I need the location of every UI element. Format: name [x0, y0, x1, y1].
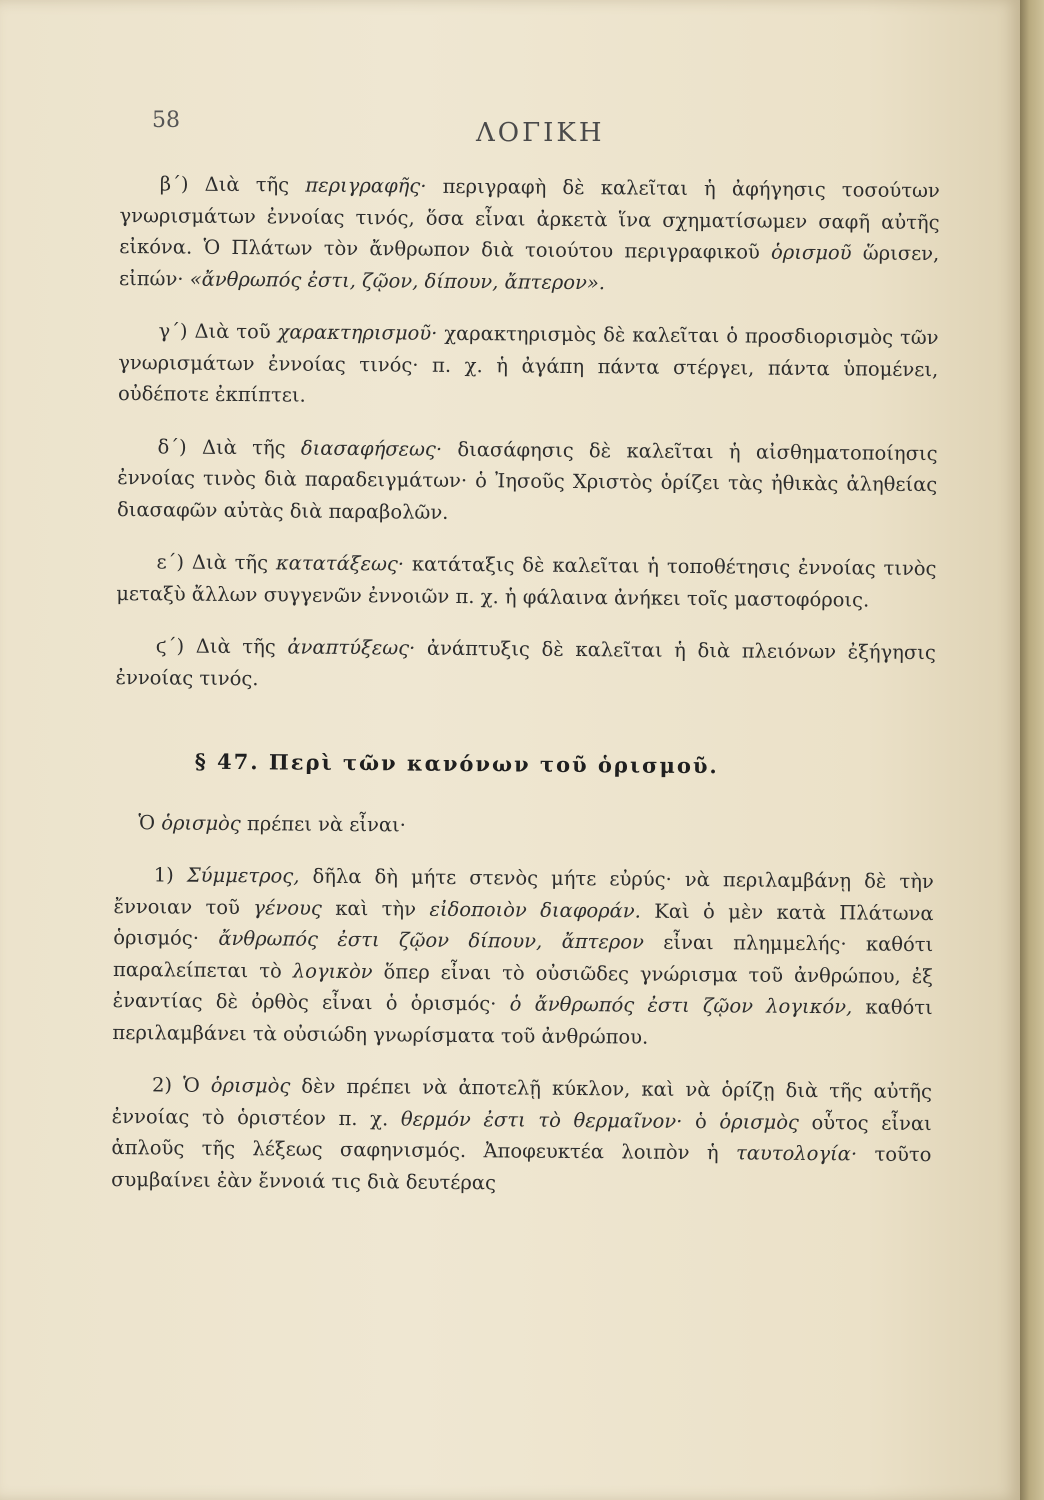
item-label: ϛ΄): [155, 634, 185, 658]
paragraph-gamma: γ΄) Διὰ τοῦ χαρακτηρισμοῦ· χαρακτηρισμὸς δὲ καλεῖται ὁ προσδιορισμὸς τῶν γνωρισμάτων ἐννοίας τινός· π. χ. ἡ ἀγάπη πάντα στέργει, πάντα ὑπομένει, οὐδέποτε ἐκπίπτει.: [117, 319, 939, 407]
item-label: β΄): [159, 172, 189, 196]
paragraph-stigma: ϛ΄) Διὰ τῆς ἀναπτύξεως· ἀνάπτυξις δὲ καλεῖται ἡ διὰ πλειόνων ἐξήγησις ἐννοίας τινός.: [115, 634, 936, 690]
running-title: ΛΟΓΙΚΗ: [476, 118, 605, 148]
item-label: γ΄): [158, 319, 188, 343]
paragraph-delta: δ΄) Διὰ τῆς διασαφήσεως· διασάφησις δὲ καλεῖται ἡ αἰσθηματοποίησις ἐννοίας τινὸς διὰ παραδειγμάτων· ὁ Ἰησοῦς Χριστὸς ὁρίζει τὰς ἠθικὰς ἀληθείας διασαφῶν αὐτὰς διὰ παραβολῶν.: [116, 434, 938, 524]
defined-term: διασαφήσεως·: [300, 436, 443, 461]
defined-term: ἀναπτύξεως·: [287, 635, 416, 660]
page-body: [111, 168, 940, 1223]
rule-label: 1): [153, 863, 174, 887]
paragraph-beta: β΄) Διὰ τῆς περιγραφῆς· περιγραφὴ δὲ καλεῖται ἡ ἀφήγησις τοσούτων γνωρισμάτων ἐννοίας τινός, ὅσα εἶναι ἀρκετὰ ἵνα σχηματίσωμεν σαφῆ αὐτῆς εἰκόνα. Ὁ Πλάτων τὸν ἄνθρωπον διὰ τοιούτου περιγραφικοῦ ὁρισμοῦ ὥρισεν, εἰπών· «ἄνθρωπός ἐστι, ζῷον, δίπουν, ἄπτερον».: [118, 172, 940, 294]
page-number: 58: [152, 108, 180, 133]
defined-term: περιγραφῆς·: [305, 173, 427, 198]
rules-intro: Ὁ ὁρισμὸς πρέπει νὰ εἶναι·: [138, 810, 407, 837]
item-label: δ΄): [157, 434, 187, 459]
quote: «ἄνθρωπός ἐστι, ζῷον, δίπουν, ἄπτερον».: [189, 267, 606, 294]
defined-term: χαρακτηρισμοῦ·: [277, 320, 438, 345]
section-heading: § 47. Περὶ τῶν κανόνων τοῦ ὁρισμοῦ.: [194, 748, 719, 779]
paragraph-epsilon: ε΄) Διὰ τῆς κατατάξεως· κατάταξις δὲ καλεῖται ἡ τοποθέτησις ἐννοίας τινὸς μεταξὺ ἄλλων συγγενῶν ἐννοιῶν π. χ. ἡ φάλαινα ἀνήκει τοῖς μαστοφόροις.: [116, 550, 937, 612]
rule-2: 2) Ὁ ὁρισμὸς δὲν πρέπει νὰ ἀποτελῇ κύκλον, καὶ νὰ ὁρίζῃ διὰ τῆς αὐτῆς ἐννοίας τὸ ὁριστέον π. χ. θερμόν ἐστι τὸ θερμαῖνον· ὁ ὁρισμὸς οὗτος εἶναι ἁπλοῦς τῆς λέξεως σαφηνισμός. Ἀποφευκτέα λοιπὸν ἡ ταυτολογία· τοῦτο συμβαίνει ἐὰν ἔννοιά τις διὰ δευτέρας: [111, 1073, 933, 1194]
rule-1: 1) Σύμμετρος, δῆλα δὴ μήτε στενὸς μήτε εὐρύς· νὰ περιλαμβάνῃ δὲ τὴν ἔννοιαν τοῦ γένους καὶ τὴν εἰδοποιὸν διαφοράν. Καὶ ὁ μὲν κατὰ Πλάτωνα ὁρισμός· ἄνθρωπός ἐστι ζῷον δίπουν, ἄπτερον εἶναι πλημμελής· καθότι παραλείπεται τὸ λογικὸν ὅπερ εἶναι τὸ οὐσιῶδες γνώρισμα τοῦ ἀνθρώπου, ἐξ ἐναντίας δὲ ὀρθὸς εἶναι ὁ ὁρισμός· ὁ ἄνθρωπός ἐστι ζῷον λογικόν, καθότι περιλαμβάνει τὰ οὐσιώδη γνωρίσματα τοῦ ἀνθρώπου.: [112, 863, 934, 1049]
rule-label: 2): [151, 1073, 173, 1097]
item-label: ε΄): [156, 550, 185, 574]
book-spine-edge: [1020, 0, 1044, 1500]
defined-term: κατατάξεως·: [275, 551, 405, 576]
